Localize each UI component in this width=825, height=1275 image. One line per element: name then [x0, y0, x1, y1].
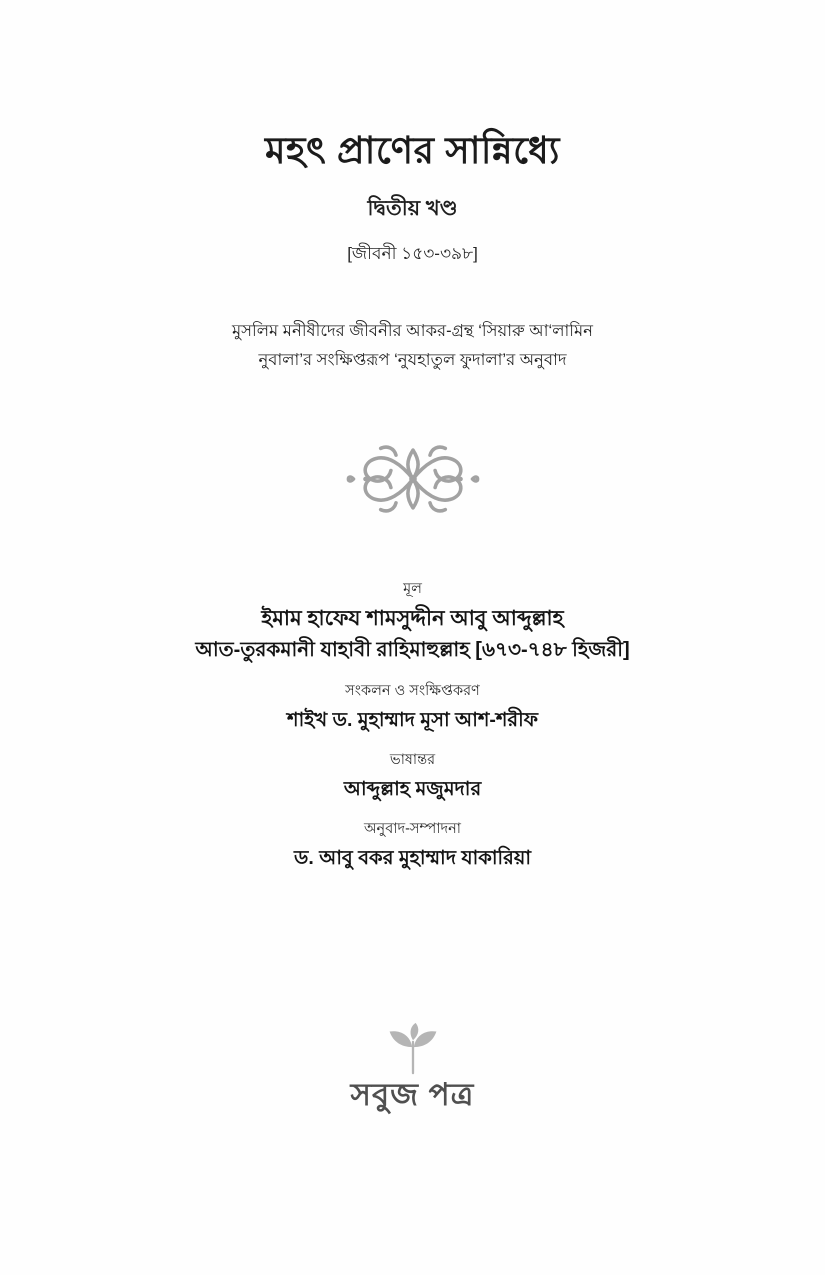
credit-group-compiler — [0, 679, 825, 734]
credit-group-translator — [0, 748, 825, 803]
page-title: মহৎ প্রাণের সান্নিধ্যে — [265, 130, 560, 171]
volume-label: দ্বিতীয় খণ্ড — [367, 197, 458, 221]
subtitle-block — [232, 317, 593, 375]
credits-block — [0, 577, 825, 886]
publisher-logo — [0, 1021, 825, 1123]
credit-role: ভাষান্তর — [389, 751, 436, 768]
credit-name-line-1: শাইখ ড. মুহাম্মাদ মূসা আশ-শরীফ — [287, 708, 538, 731]
publisher-name: সবুজ পত্র — [350, 1077, 475, 1112]
credit-role: অনুবাদ-সম্পাদনা — [364, 820, 461, 837]
credit-name-line-2: আত-তুরকমানী যাহাবী রাহিমাহুল্লাহ [৬৭৩-৭৪৮ হিজরী] — [195, 639, 630, 662]
credit-name-line-1: ড. আবু বকর মুহাম্মাদ যাকারিয়া — [294, 846, 531, 869]
title-block — [0, 128, 825, 269]
credit-name-line-1: ইমাম হাফেয শামসুদ্দীন আবু আব্দুল্লাহ — [261, 606, 564, 630]
credit-group-editor — [0, 817, 825, 872]
floral-ornament-icon — [328, 433, 498, 525]
credit-name-line-1: আব্দুল্লাহ মজুমদার — [343, 777, 482, 800]
biography-range: [জীবনী ১৫৩-৩৯৮] — [347, 244, 478, 264]
credit-role: মূল — [403, 581, 422, 597]
credit-group-original — [0, 577, 825, 665]
credit-role: সংকলন ও সংক্ষিপ্তকরণ — [345, 683, 480, 700]
subtitle-line-1: মুসলিম মনীষীদের জীবনীর আকর-গ্রন্থ ‘সিয়ারু আ‘লামিন — [231, 322, 594, 341]
subtitle-line-2: নুবালা’র সংক্ষিপ্তরূপ ‘নুযহাতুল ফুদালা’র অনুবাদ — [258, 351, 567, 370]
sapling-leaf-icon — [374, 1021, 452, 1075]
